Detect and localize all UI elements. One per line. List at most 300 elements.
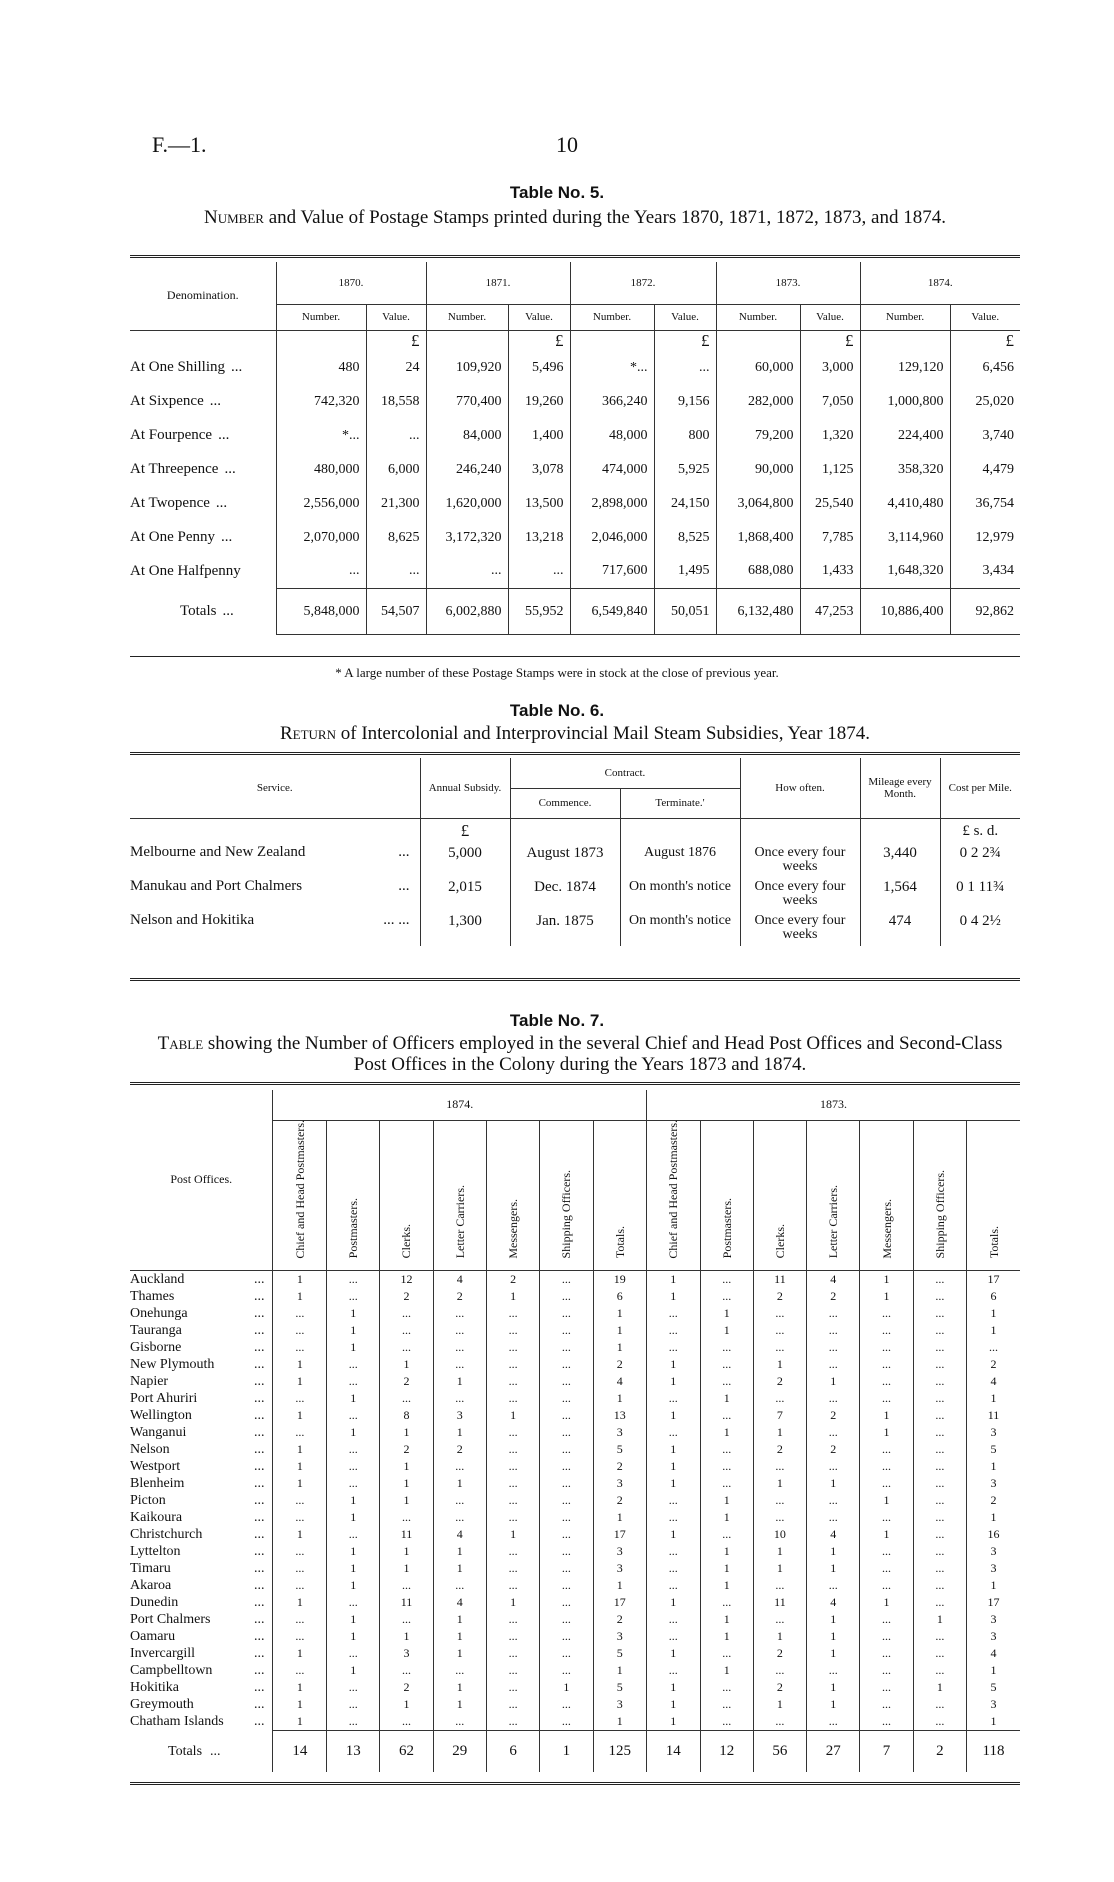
count-cell: 1 bbox=[433, 1679, 486, 1696]
value-cell: 13,500 bbox=[508, 487, 570, 521]
post-office-cell bbox=[130, 1679, 273, 1696]
count-cell: ... bbox=[380, 1305, 433, 1322]
table-row bbox=[130, 1560, 1020, 1577]
total-cell: 3 bbox=[593, 1424, 646, 1441]
table7-column-header bbox=[807, 1120, 860, 1270]
total-cell: 3 bbox=[593, 1628, 646, 1645]
count-cell: ... bbox=[913, 1339, 966, 1356]
count-cell: ... bbox=[540, 1441, 593, 1458]
count-cell: ... bbox=[486, 1577, 539, 1594]
table7-year-header: 1874. bbox=[273, 1090, 646, 1120]
total-cell: 3 bbox=[593, 1475, 646, 1492]
service-cell bbox=[130, 844, 420, 878]
row-label-text: At Sixpence bbox=[130, 393, 204, 409]
row-label-text: At Twopence bbox=[130, 495, 210, 511]
total-cell: 19 bbox=[593, 1270, 646, 1288]
post-office-name: Timaru bbox=[130, 1560, 171, 1576]
post-office-name: Totals bbox=[168, 1743, 203, 1759]
leader-dots: ... bbox=[253, 1543, 265, 1559]
table7-column-header bbox=[540, 1120, 593, 1270]
value-cell: 36,754 bbox=[950, 487, 1020, 521]
count-cell: ... bbox=[486, 1696, 539, 1713]
count-cell: ... bbox=[913, 1645, 966, 1662]
count-cell: 1 bbox=[700, 1543, 753, 1560]
number-cell: 79,200 bbox=[716, 419, 800, 453]
leader-dots: ... bbox=[253, 1696, 265, 1712]
total-cell: 3 bbox=[967, 1424, 1020, 1441]
number-cell: 742,320 bbox=[276, 385, 366, 419]
count-cell: 1 bbox=[646, 1373, 700, 1390]
total-cell: 5 bbox=[593, 1645, 646, 1662]
count-cell: ... bbox=[433, 1509, 486, 1526]
post-office-name: Blenheim bbox=[130, 1475, 185, 1491]
count-cell: 1 bbox=[807, 1560, 860, 1577]
post-office-cell bbox=[130, 1441, 273, 1458]
pound-sign: £ bbox=[950, 330, 1020, 351]
count-cell: ... bbox=[860, 1645, 913, 1662]
count-cell: ... bbox=[273, 1577, 327, 1594]
leader-dots: ... bbox=[253, 1492, 265, 1508]
pound-sign: £ bbox=[800, 330, 860, 351]
leader-dots: ... bbox=[253, 1305, 265, 1321]
number-cell: 358,320 bbox=[860, 453, 950, 487]
count-cell: ... bbox=[646, 1628, 700, 1645]
total-cell: 5 bbox=[967, 1679, 1020, 1696]
count-cell: ... bbox=[327, 1594, 380, 1611]
table5-value-header: Value. bbox=[800, 304, 860, 330]
count-cell: ... bbox=[273, 1662, 327, 1679]
count-cell: 1 bbox=[860, 1288, 913, 1305]
total-cell: 4 bbox=[967, 1645, 1020, 1662]
count-cell: ... bbox=[540, 1611, 593, 1628]
count-cell: 1 bbox=[700, 1305, 753, 1322]
table7-column-header bbox=[380, 1120, 433, 1270]
table7-column-header bbox=[860, 1120, 913, 1270]
total-cell: 2 bbox=[967, 1356, 1020, 1373]
count-cell: ... bbox=[860, 1322, 913, 1339]
count-cell: ... bbox=[700, 1594, 753, 1611]
number-cell: 109,920 bbox=[426, 351, 508, 385]
count-cell: 11 bbox=[753, 1270, 806, 1288]
post-office-name: Port Chalmers bbox=[130, 1611, 211, 1627]
leader-dots: ... bbox=[253, 1645, 265, 1661]
value-cell: 47,253 bbox=[800, 589, 860, 635]
count-cell: ... bbox=[700, 1645, 753, 1662]
row-label bbox=[130, 487, 276, 521]
mileage-cell: 3,440 bbox=[860, 844, 940, 878]
count-cell: ... bbox=[486, 1543, 539, 1560]
count-cell: ... bbox=[913, 1492, 966, 1509]
count-cell: 1 bbox=[753, 1356, 806, 1373]
table-row bbox=[130, 453, 1020, 487]
value-cell: 92,862 bbox=[950, 589, 1020, 635]
post-office-cell bbox=[130, 1407, 273, 1424]
count-cell: 1 bbox=[700, 1424, 753, 1441]
count-cell: ... bbox=[486, 1679, 539, 1696]
count-cell: ... bbox=[540, 1526, 593, 1543]
count-cell: 4 bbox=[433, 1594, 486, 1611]
count-cell: ... bbox=[753, 1713, 806, 1731]
leader-dots: ... bbox=[222, 603, 234, 619]
value-cell: 1,125 bbox=[800, 453, 860, 487]
count-cell: 1 bbox=[807, 1543, 860, 1560]
commence-cell: Jan. 1875 bbox=[510, 912, 620, 946]
table-row bbox=[130, 1662, 1020, 1679]
count-cell: ... bbox=[700, 1526, 753, 1543]
table-row bbox=[130, 419, 1020, 453]
number-cell: ... bbox=[276, 555, 366, 589]
leader-dots: ... bbox=[253, 1526, 265, 1542]
leader-dots: ... bbox=[253, 1458, 265, 1474]
number-cell: 3,064,800 bbox=[716, 487, 800, 521]
count-cell: 1 bbox=[646, 1441, 700, 1458]
count-cell: ... bbox=[807, 1305, 860, 1322]
count-cell: ... bbox=[540, 1424, 593, 1441]
table-row bbox=[130, 521, 1020, 555]
leader-dots: ... bbox=[231, 359, 243, 375]
count-cell: ... bbox=[433, 1305, 486, 1322]
count-cell: 1 bbox=[913, 1611, 966, 1628]
post-office-cell bbox=[130, 1543, 273, 1560]
count-cell: ... bbox=[327, 1407, 380, 1424]
value-cell: 24 bbox=[366, 351, 426, 385]
number-cell: 6,132,480 bbox=[716, 589, 800, 635]
count-cell: ... bbox=[913, 1560, 966, 1577]
count-cell: ... bbox=[807, 1713, 860, 1731]
table7-column-header-text: Messengers. bbox=[879, 1198, 894, 1259]
count-cell: 1 bbox=[433, 1696, 486, 1713]
service-name: Nelson and Hokitika bbox=[130, 912, 255, 928]
count-cell: 1 bbox=[273, 1441, 327, 1458]
table5-number-header: Number. bbox=[860, 304, 950, 330]
table-row bbox=[130, 844, 1020, 878]
leader-dots: ... bbox=[253, 1441, 265, 1457]
count-cell: 1 bbox=[700, 1390, 753, 1407]
count-cell: ... bbox=[700, 1339, 753, 1356]
table5-number-header: Number. bbox=[276, 304, 366, 330]
count-cell: ... bbox=[753, 1305, 806, 1322]
count-cell: 1 bbox=[380, 1475, 433, 1492]
count-cell: 1 bbox=[646, 1458, 700, 1475]
table-row bbox=[130, 1492, 1020, 1509]
value-cell: 5,496 bbox=[508, 351, 570, 385]
count-cell: ... bbox=[646, 1305, 700, 1322]
count-cell: ... bbox=[913, 1713, 966, 1731]
table7-column-header-text: Clerks. bbox=[399, 1224, 414, 1259]
count-cell: 29 bbox=[433, 1730, 486, 1772]
total-cell: 1 bbox=[593, 1577, 646, 1594]
total-cell: 3 bbox=[967, 1543, 1020, 1560]
row-label bbox=[130, 453, 276, 487]
count-cell: 1 bbox=[273, 1475, 327, 1492]
count-cell: ... bbox=[327, 1475, 380, 1492]
count-cell: 2 bbox=[753, 1679, 806, 1696]
leader-dots: ... bbox=[253, 1611, 265, 1627]
value-cell: 800 bbox=[654, 419, 716, 453]
count-cell: ... bbox=[433, 1492, 486, 1509]
count-cell: ... bbox=[700, 1288, 753, 1305]
count-cell: ... bbox=[807, 1662, 860, 1679]
count-cell: 1 bbox=[273, 1270, 327, 1288]
count-cell: 1 bbox=[486, 1407, 539, 1424]
count-cell: 2 bbox=[753, 1441, 806, 1458]
count-cell: ... bbox=[540, 1356, 593, 1373]
value-cell: 55,952 bbox=[508, 589, 570, 635]
count-cell: 1 bbox=[646, 1645, 700, 1662]
count-cell: 1 bbox=[327, 1628, 380, 1645]
post-office-name: Wanganui bbox=[130, 1424, 187, 1440]
value-cell: 13,218 bbox=[508, 521, 570, 555]
count-cell: ... bbox=[380, 1713, 433, 1731]
count-cell: ... bbox=[860, 1662, 913, 1679]
table-row bbox=[130, 385, 1020, 419]
count-cell: ... bbox=[327, 1458, 380, 1475]
value-cell: 21,300 bbox=[366, 487, 426, 521]
table-row bbox=[130, 1543, 1020, 1560]
count-cell: ... bbox=[807, 1577, 860, 1594]
total-cell: ... bbox=[967, 1339, 1020, 1356]
count-cell: ... bbox=[273, 1543, 327, 1560]
count-cell: ... bbox=[646, 1339, 700, 1356]
count-cell: ... bbox=[540, 1628, 593, 1645]
count-cell: 14 bbox=[646, 1730, 700, 1772]
post-office-name: Gisborne bbox=[130, 1339, 182, 1355]
count-cell: ... bbox=[327, 1645, 380, 1662]
count-cell: 6 bbox=[486, 1730, 539, 1772]
table-row bbox=[130, 1390, 1020, 1407]
post-office-name: Greymouth bbox=[130, 1696, 194, 1712]
table7-column-header bbox=[700, 1120, 753, 1270]
number-cell: 6,549,840 bbox=[570, 589, 654, 635]
post-office-cell bbox=[130, 1730, 273, 1772]
count-cell: 14 bbox=[273, 1730, 327, 1772]
number-cell: 90,000 bbox=[716, 453, 800, 487]
leader-dots: ... bbox=[398, 844, 410, 860]
table-row bbox=[130, 555, 1020, 589]
value-cell: 19,260 bbox=[508, 385, 570, 419]
total-cell: 17 bbox=[593, 1594, 646, 1611]
count-cell: ... bbox=[486, 1645, 539, 1662]
count-cell: ... bbox=[913, 1373, 966, 1390]
table5-totals-row bbox=[130, 589, 1020, 635]
cost-cell: 0 2 2¾ bbox=[940, 844, 1020, 878]
count-cell: 1 bbox=[753, 1628, 806, 1645]
table-row bbox=[130, 1611, 1020, 1628]
post-office-cell bbox=[130, 1356, 273, 1373]
count-cell: 1 bbox=[540, 1679, 593, 1696]
count-cell: ... bbox=[807, 1424, 860, 1441]
table5-caption-text: and Value of Postage Stamps printed during the Years 1870, 1871, 1872, 1873, and 1874. bbox=[268, 207, 946, 228]
table-row bbox=[130, 1458, 1020, 1475]
mileage-cell: 1,564 bbox=[860, 878, 940, 912]
table5-caption bbox=[150, 207, 1000, 228]
table5-top-rule bbox=[130, 255, 1020, 258]
count-cell: ... bbox=[327, 1679, 380, 1696]
count-cell: 1 bbox=[380, 1543, 433, 1560]
leader-dots: ... bbox=[253, 1322, 265, 1338]
count-cell: ... bbox=[540, 1390, 593, 1407]
count-cell: 4 bbox=[807, 1270, 860, 1288]
service-cell bbox=[130, 878, 420, 912]
table6-service-header: Service. bbox=[256, 781, 293, 794]
count-cell: ... bbox=[433, 1390, 486, 1407]
table6-caption bbox=[150, 723, 1000, 744]
count-cell: 1 bbox=[700, 1322, 753, 1339]
value-cell: 1,400 bbox=[508, 419, 570, 453]
total-cell: 3 bbox=[967, 1628, 1020, 1645]
number-cell: 246,240 bbox=[426, 453, 508, 487]
count-cell: 1 bbox=[700, 1662, 753, 1679]
value-cell: ... bbox=[654, 351, 716, 385]
leader-dots: ... ... bbox=[383, 912, 410, 928]
count-cell: ... bbox=[700, 1458, 753, 1475]
count-cell: 1 bbox=[807, 1679, 860, 1696]
count-cell: 1 bbox=[327, 1305, 380, 1322]
number-cell: 60,000 bbox=[716, 351, 800, 385]
post-office-cell bbox=[130, 1424, 273, 1441]
count-cell: 1 bbox=[860, 1492, 913, 1509]
pound-sign: £ bbox=[654, 330, 716, 351]
count-cell: 3 bbox=[380, 1645, 433, 1662]
count-cell: 2 bbox=[753, 1373, 806, 1390]
count-cell: ... bbox=[753, 1339, 806, 1356]
count-cell: ... bbox=[540, 1458, 593, 1475]
table-row bbox=[130, 1424, 1020, 1441]
count-cell: ... bbox=[700, 1713, 753, 1731]
value-cell: 1,495 bbox=[654, 555, 716, 589]
count-cell: 2 bbox=[380, 1288, 433, 1305]
total-cell: 3 bbox=[967, 1560, 1020, 1577]
count-cell: 1 bbox=[860, 1424, 913, 1441]
post-office-cell bbox=[130, 1458, 273, 1475]
post-office-cell bbox=[130, 1492, 273, 1509]
cost-units-label: £ s. d. bbox=[940, 818, 1020, 844]
table6-terminate-header: Terminate.' bbox=[620, 788, 740, 818]
table-row bbox=[130, 1628, 1020, 1645]
count-cell: ... bbox=[273, 1611, 327, 1628]
count-cell: ... bbox=[273, 1628, 327, 1645]
count-cell: ... bbox=[860, 1543, 913, 1560]
count-cell: ... bbox=[646, 1509, 700, 1526]
count-cell: ... bbox=[327, 1373, 380, 1390]
post-office-name: Christchurch bbox=[130, 1526, 203, 1542]
count-cell: ... bbox=[433, 1339, 486, 1356]
count-cell: ... bbox=[433, 1322, 486, 1339]
value-cell: 7,050 bbox=[800, 385, 860, 419]
table-row bbox=[130, 1526, 1020, 1543]
count-cell: 1 bbox=[700, 1560, 753, 1577]
count-cell: 2 bbox=[380, 1441, 433, 1458]
count-cell: ... bbox=[540, 1288, 593, 1305]
count-cell: ... bbox=[486, 1475, 539, 1492]
count-cell: ... bbox=[860, 1577, 913, 1594]
count-cell: ... bbox=[327, 1270, 380, 1288]
count-cell: ... bbox=[913, 1696, 966, 1713]
count-cell: 56 bbox=[753, 1730, 806, 1772]
total-cell: 1 bbox=[967, 1713, 1020, 1731]
cost-cell: 0 1 11¾ bbox=[940, 878, 1020, 912]
post-office-name: Onehunga bbox=[130, 1305, 188, 1321]
count-cell: 1 bbox=[273, 1645, 327, 1662]
count-cell: 1 bbox=[273, 1458, 327, 1475]
post-office-cell bbox=[130, 1577, 273, 1594]
table7-caption-lead: Table bbox=[157, 1033, 204, 1054]
count-cell: ... bbox=[540, 1645, 593, 1662]
count-cell: 1 bbox=[327, 1339, 380, 1356]
leader-dots: ... bbox=[224, 461, 236, 477]
total-cell: 1 bbox=[593, 1713, 646, 1731]
post-office-cell bbox=[130, 1509, 273, 1526]
leader-dots: ... bbox=[253, 1475, 265, 1491]
count-cell: 62 bbox=[380, 1730, 433, 1772]
count-cell: 11 bbox=[380, 1594, 433, 1611]
count-cell: ... bbox=[807, 1492, 860, 1509]
total-cell: 118 bbox=[967, 1730, 1020, 1772]
count-cell: 1 bbox=[753, 1543, 806, 1560]
total-cell: 17 bbox=[967, 1594, 1020, 1611]
count-cell: 1 bbox=[807, 1475, 860, 1492]
service-name: Melbourne and New Zealand bbox=[130, 844, 306, 860]
count-cell: ... bbox=[540, 1560, 593, 1577]
table6 bbox=[130, 758, 1020, 946]
leader-dots: ... bbox=[253, 1679, 265, 1695]
number-cell: 10,886,400 bbox=[860, 589, 950, 635]
service-name: Manukau and Port Chalmers bbox=[130, 878, 303, 894]
count-cell: ... bbox=[433, 1713, 486, 1731]
table-row bbox=[130, 1577, 1020, 1594]
count-cell: ... bbox=[807, 1339, 860, 1356]
count-cell: 1 bbox=[860, 1407, 913, 1424]
count-cell: ... bbox=[540, 1492, 593, 1509]
count-cell: 2 bbox=[807, 1441, 860, 1458]
count-cell: ... bbox=[860, 1475, 913, 1492]
total-cell: 1 bbox=[593, 1339, 646, 1356]
value-cell: ... bbox=[366, 555, 426, 589]
count-cell: ... bbox=[486, 1509, 539, 1526]
value-cell: 4,479 bbox=[950, 453, 1020, 487]
total-cell: 1 bbox=[967, 1662, 1020, 1679]
post-office-cell bbox=[130, 1305, 273, 1322]
table-row bbox=[130, 1339, 1020, 1356]
count-cell: 1 bbox=[753, 1475, 806, 1492]
leader-dots: ... bbox=[253, 1356, 265, 1372]
pound-sign: £ bbox=[366, 330, 426, 351]
count-cell: 1 bbox=[433, 1560, 486, 1577]
table-row bbox=[130, 487, 1020, 521]
table5-year-header: 1872. bbox=[570, 262, 716, 304]
count-cell: 1 bbox=[273, 1679, 327, 1696]
count-cell: 1 bbox=[327, 1322, 380, 1339]
terminate-cell: On month's notice bbox=[620, 912, 740, 946]
value-cell: 54,507 bbox=[366, 589, 426, 635]
count-cell: 1 bbox=[327, 1611, 380, 1628]
value-cell: 8,625 bbox=[366, 521, 426, 555]
count-cell: ... bbox=[540, 1339, 593, 1356]
count-cell: ... bbox=[433, 1662, 486, 1679]
count-cell: ... bbox=[860, 1611, 913, 1628]
count-cell: ... bbox=[540, 1543, 593, 1560]
value-cell: 18,558 bbox=[366, 385, 426, 419]
count-cell: 10 bbox=[753, 1526, 806, 1543]
count-cell: ... bbox=[860, 1509, 913, 1526]
often-cell: Once every four weeks bbox=[740, 878, 860, 912]
count-cell: 1 bbox=[486, 1288, 539, 1305]
table5-bottom-rule bbox=[130, 656, 1020, 657]
number-cell: 3,172,320 bbox=[426, 521, 508, 555]
count-cell: ... bbox=[700, 1270, 753, 1288]
count-cell: ... bbox=[860, 1560, 913, 1577]
post-office-cell bbox=[130, 1270, 273, 1288]
